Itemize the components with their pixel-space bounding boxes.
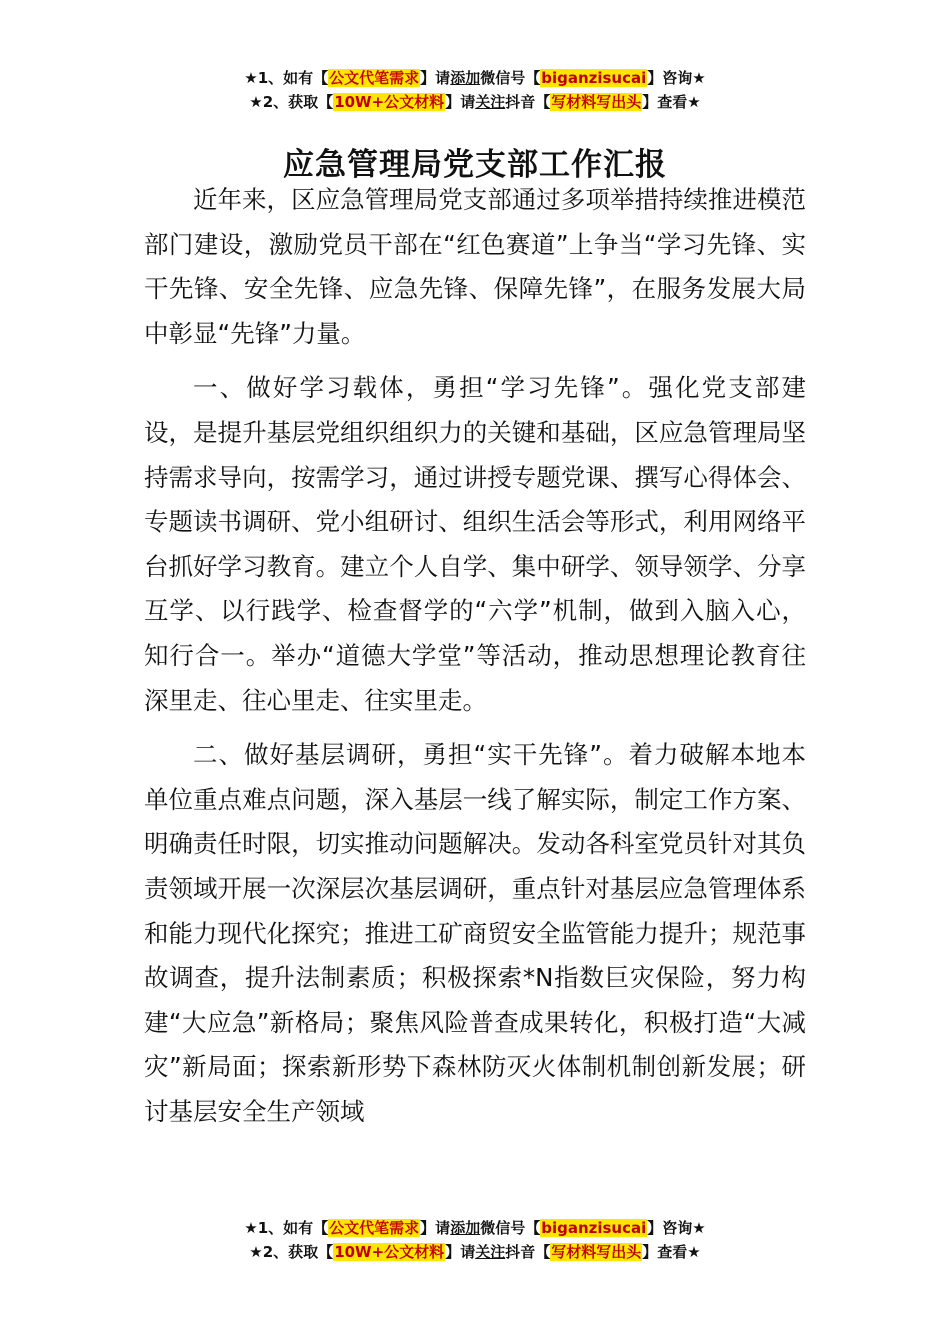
header-banner <box>0 66 950 114</box>
banner-line-2: ★2、获取【10W+公文材料】请关注抖音【写材料写出头】查看★ <box>249 93 701 111</box>
banner-line-1: ★1、如有【公文代笔需求】请添加微信号【biganzisucai】咨询★ <box>244 1219 706 1237</box>
highlight-materials: 10W+公文材料 <box>334 1243 445 1261</box>
highlight-service: 公文代笔需求 <box>329 69 420 87</box>
highlight-service: 公文代笔需求 <box>329 1219 420 1237</box>
paragraph-section-1: 一、做好学习载体，勇担“学习先锋”。强化党支部建设，是提升基层党组织组织力的关键和基础，区应急管理局坚持需求导向，按需学习，通过讲授专题党课、撰写心得体会、专题读书调研、党小组研讨、组织生活会等形式，利用网络平台抓好学习教育。建立个人自学、集中研学、领导领学、分享互学、以行践学、检查督学的“六学”机制，做到入脑入心，知行合一。举办“道德大学堂”等活动，推动思想理论教育往深里走、往心里走、往实里走。 <box>144 373 806 715</box>
highlight-materials: 10W+公文材料 <box>334 93 445 111</box>
highlight-wechat-id: biganzisucai <box>541 1219 647 1237</box>
paragraph-section-2: 二、做好基层调研，勇担“实干先锋”。着力破解本地本单位重点难点问题，深入基层一线了解实际，制定工作方案、明确责任时限，切实推动问题解决。发动各科室党员针对其负责领域开展一次深层次基层调研，重点针对基层应急管理体系和能力现代化探究；推进工矿商贸安全监管能力提升；规范事故调查，提升法制素质；积极探索*N指数巨灾保险，努力构建“大应急”新格局；聚焦风险普查成果转化，积极打造“大减灾”新局面；探索新形势下森林防灭火体制机制创新发展；研讨基层安全生产领域 <box>144 740 806 1126</box>
highlight-douyin: 写材料写出头 <box>551 93 642 111</box>
highlight-douyin: 写材料写出头 <box>551 1243 642 1261</box>
document-body <box>144 178 806 1144</box>
document-title: 应急管理局党支部工作汇报 <box>283 146 667 183</box>
highlight-wechat-id: biganzisucai <box>541 69 647 87</box>
banner-line-2: ★2、获取【10W+公文材料】请关注抖音【写材料写出头】查看★ <box>249 1243 701 1261</box>
paragraph-intro: 近年来，区应急管理局党支部通过多项举措持续推进模范部门建设，激励党员干部在“红色赛道”上争当“学习先锋、实干先锋、安全先锋、应急先锋、保障先锋”，在服务发展大局中彰显“先锋”力量。 <box>144 185 806 348</box>
footer-banner <box>0 1216 950 1264</box>
banner-line-1: ★1、如有【公文代笔需求】请添加微信号【biganzisucai】咨询★ <box>244 69 706 87</box>
